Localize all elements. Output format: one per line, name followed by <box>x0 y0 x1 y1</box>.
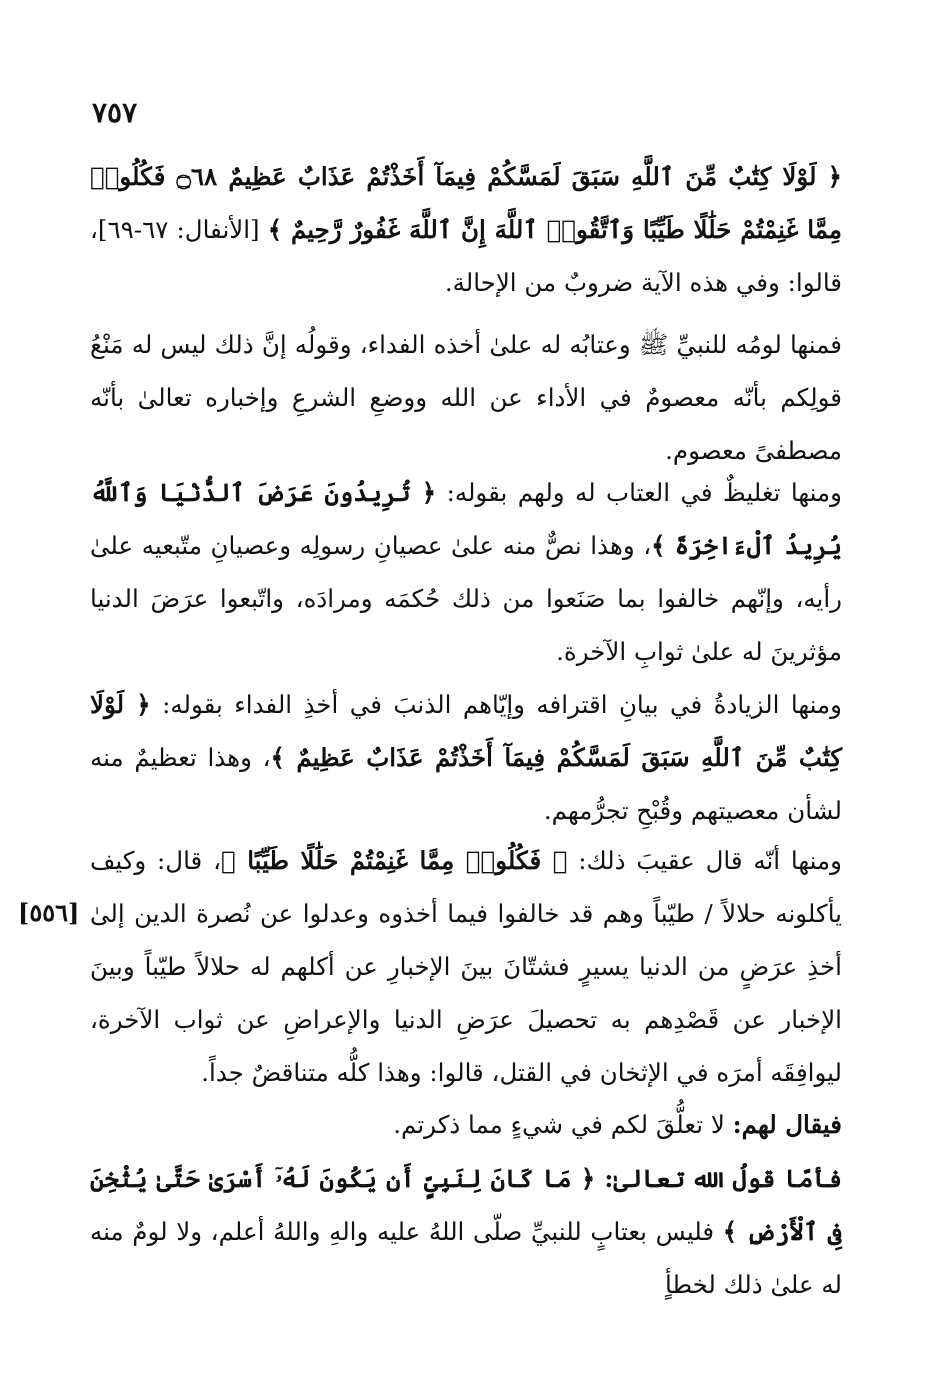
paragraph-6 <box>90 1098 842 1151</box>
paragraph-text: ومنها تغليظٌ في العتاب له ولهم بقوله: <box>436 478 842 507</box>
paragraph-1 <box>90 150 842 309</box>
quran-verse: ﴿ لَوْلَا كِتَٰبٌ مِّنَ ٱللَّهِ سَبَقَ لَمَسَّكُمْ فِيمَآ أَخَذْتُمْ عَذَابٌ عَظِيمٌ ﴾ <box>90 690 843 772</box>
paragraph-lead: فيقال لهم: <box>732 1110 842 1139</box>
quran-verse: ﴿ مَا كَانَ لِنَبِىٍّ أَن يَكُونَ لَهُۥٓ أَسْرَىٰ حَتَّىٰ يُثْخِنَ فِى ٱلْأَرْضِ ﴾ <box>90 1164 842 1246</box>
paragraph-text: [الأنفال: ٦٧-٦٩]، قالوا: وفي هذه الآية ضروبٌ من الإحالة. <box>90 215 842 297</box>
paragraph-2 <box>90 318 842 477</box>
paragraph-text: ومنها أنّه قال عقيبَ ذلك: <box>567 846 842 875</box>
paragraph-text: فليس بعتابٍ للنبيِّ صلّى اللهُ عليه والهِ واللهُ أعلم، ولا لومٌ منه له علىٰ ذلك لخطأٍ <box>90 1217 842 1299</box>
paragraph-text: ، وهذا نصٌّ منه علىٰ عصيانِ رسولِه وعصيانِ متّبعيه علىٰ رأيه، وإنّهم خالفوا بما صَنَعوا من ذلك حُكمَه ومرادَه، واتّبعوا عرَضَ الدنيا مؤثرينَ له علىٰ ثوابِ الآخرة. <box>90 531 842 666</box>
paragraph-4 <box>90 678 842 837</box>
page-number: ٧٥٧ <box>92 96 138 129</box>
quran-verse: ﴿ تُرِيدُونَ عَرَضَ ٱلدُّنْيَا وَٱللَّهُ يُرِيدُ ٱلْءَاخِرَةَ ﴾ <box>90 478 842 560</box>
paragraph-5 <box>90 834 842 1099</box>
quran-verse: ﴿ لَوْلَا كِتَٰبٌ مِّنَ ٱللَّهِ سَبَقَ لَمَسَّكُمْ فِيمَآ أَخَذْتُمْ عَذَابٌ عَظِيمٌ ۝٦٨ فَكُلُوا۟ مِمَّا غَنِمْتُمْ حَلَٰلًا طَيِّبًا وَٱتَّقُوا۟ ٱللَّهَ إِنَّ ٱللَّهَ غَفُورٌ رَّحِيمٌ ﴾ <box>90 162 842 244</box>
quran-verse: ﴿ فَكُلُوا۟ مِمَّا غَنِمْتُمْ حَلَٰلًا طَيِّبًا ﴾ <box>220 846 568 875</box>
paragraph-text: فمنها لومُه للنبيِّ ﷺ وعتابُه له علىٰ أخذه الفداء، وقولُه إنَّ ذلك ليس له مَنْعُ قولِكم بأنّه معصومٌ في الأداء عن الله ووضعِ الشرعِ وإخباره تعالىٰ بأنّه مصطفىً معصوم. <box>90 330 842 465</box>
paragraph-3 <box>90 466 842 678</box>
manuscript-folio-marker: [٥٥٦] <box>18 898 80 927</box>
paragraph-text: ومنها الزيادةُ في بيانِ اقترافه وإيّاهم الذنبَ في أخذِ الفداء بقوله: <box>150 690 842 719</box>
paragraph-text: ، قال: وكيف يأكلونه حلالاً / طيّباً وهم قد خالفوا فيما أخذوه وعدلوا عن نُصرة الدين إلىٰ أخذِ عرَضٍ من الدنيا يسيرٍ فشتّانَ بينَ الإخبارِ عن أكلهم له حلالاً طيّباً وبينَ الإخبار عن قَصْدِهم به تحصيلَ عرَضِ الدنيا والإعراضِ عن ثواب الآخرة، ليوافِقَه أمرَه في الإثخان في القتل، قالوا: وهذا كلُّه متناقضٌ جداً. <box>90 846 842 1087</box>
paragraph-7 <box>90 1152 842 1311</box>
paragraph-text: لا تعلُّقَ لكم في شيءٍ مما ذكرتم. <box>393 1110 733 1139</box>
paragraph-text: ، وهذا تعظيمٌ منه لشأن معصيتهم وقُبْحِ تجرُّمهم. <box>90 743 842 825</box>
paragraph-lead: فأمّا قولُ الله تعالىٰ: <box>595 1164 843 1193</box>
